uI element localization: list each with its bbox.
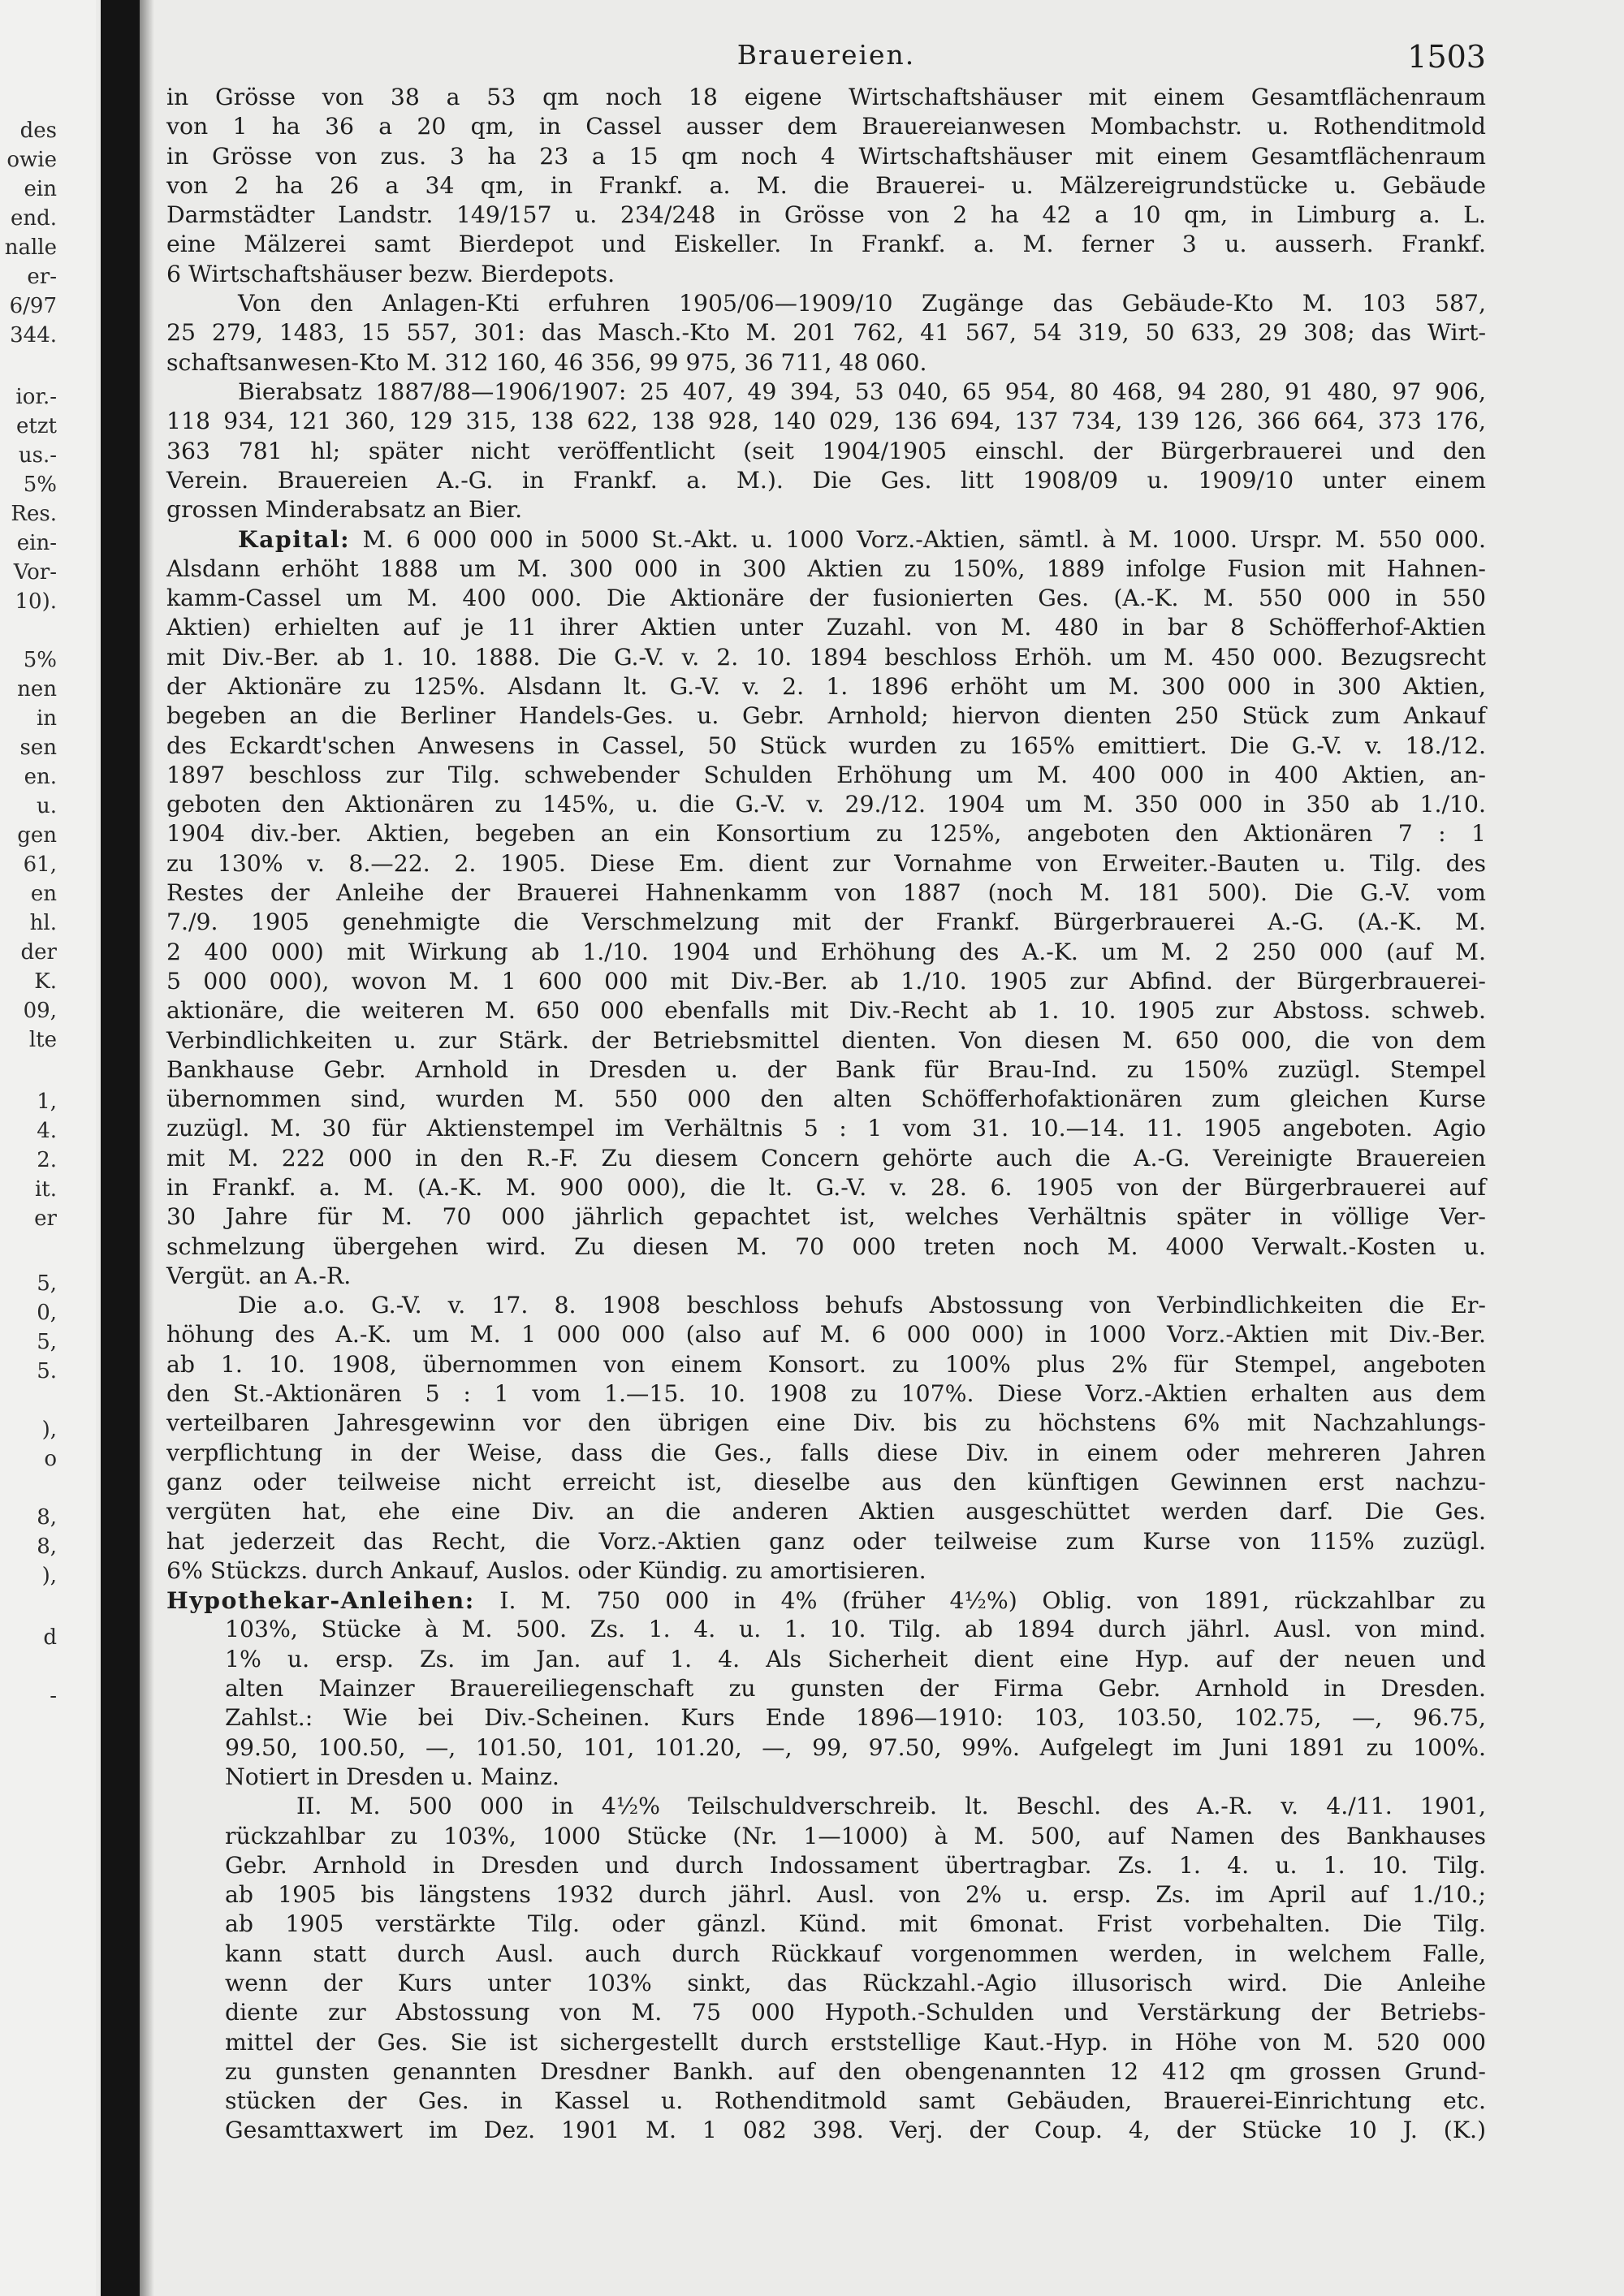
text-line: 2 400 000) mit Wirkung ab 1./10. 1904 und Erhöhung des A.-K. um M. 2 250 000 (auf M. (166, 938, 1486, 965)
margin-fragment: us.- (18, 443, 57, 468)
margin-fragment: 8, (37, 1534, 57, 1559)
margin-fragment: K. (34, 969, 57, 994)
text-line: 103%, Stücke à M. 500. Zs. 1. 4. u. 1. 10. Tilg. ab 1894 durch jährl. Ausl. von mind. (225, 1616, 1486, 1643)
running-header (166, 39, 1486, 83)
text-line: Bierabsatz 1887/88—1906/1907: 25 407, 49 394, 53 040, 65 954, 80 468, 94 280, 91 480, 97 906, (238, 378, 1486, 405)
text-line: 5 000 000), wovon M. 1 600 000 mit Div.-Ber. ab 1./10. 1905 zur Abfind. der Bürgerbrauerei- (166, 967, 1486, 995)
text-line: vergüten hat, ehe eine Div. an die anderen Aktien ausgeschüttet werden darf. Die Ges. (166, 1498, 1486, 1526)
text-line: 99.50, 100.50, —, 101.50, 101, 101.20, —, 99, 97.50, 99%. Aufgelegt im Juni 1891 zu 100%. (225, 1733, 1486, 1761)
margin-fragment: 09, (23, 999, 57, 1023)
margin-fragment: 8, (37, 1505, 57, 1530)
text-line: schmelzung übergehen wird. Zu diesen M. 70 000 treten noch M. 4000 Verwalt.-Kosten u. (166, 1232, 1486, 1260)
text-line: II. M. 500 000 in 4½% Teilschuldverschreib. lt. Beschl. des A.-R. v. 4./11. 1901, (296, 1793, 1486, 1820)
margin-fragment: der (20, 940, 57, 965)
margin-fragment: o (44, 1447, 57, 1471)
text-line: alten Mainzer Brauereiliegenschaft zu gunsten der Firma Gebr. Arnhold in Dresden. (225, 1675, 1486, 1703)
text-line: 30 Jahre für M. 70 000 jährlich gepachtet ist, welches Verhältnis später in völlige Ver- (166, 1203, 1486, 1231)
running-title: Brauereien. (736, 39, 916, 71)
margin-fragment: 5, (37, 1271, 57, 1296)
text-run: I. M. 750 000 in 4% (früher 4½%) Oblig. von 1891, rückzahlbar zu (474, 1587, 1486, 1615)
text-line: 7./9. 1905 genehmigte die Verschmelzung mit der Frankf. Bürgerbrauerei A.-G. (A.-K. M. (166, 908, 1486, 936)
margin-fragment: 344. (10, 323, 57, 347)
text-line: der Aktionäre zu 125%. Alsdann lt. G.-V. v. 2. 1. 1896 erhöht um M. 300 000 in 300 Aktien, (166, 672, 1486, 700)
text-line: aktionäre, die weiteren M. 650 000 ebenfalls mit Div.-Recht ab 1. 10. 1905 zur Abstoss. schweb. (166, 997, 1486, 1025)
margin-fragment: d (43, 1625, 57, 1650)
text-line: stücken der Ges. in Kassel u. Rothenditmold samt Gebäuden, Brauerei-Einrichtung etc. (225, 2087, 1486, 2115)
text-line: 6 Wirtschaftshäuser bezw. Bierdepots. (166, 260, 615, 287)
text-line (166, 1586, 1486, 1615)
text-line: Notiert in Dresden u. Mainz. (225, 1763, 559, 1790)
margin-fragment: end. (10, 206, 57, 231)
margin-fragment: Res. (11, 502, 57, 526)
text-line: geboten den Aktionären zu 145%, u. die G.-V. v. 29./12. 1904 um M. 350 000 in 350 ab 1./10. (166, 791, 1486, 818)
text-line: 363 781 hl; später nicht veröffentlicht (seit 1904/1905 einschl. der Bürgerbrauerei und den (166, 437, 1486, 464)
margin-fragment: 5% (23, 648, 57, 672)
margin-fragment: owie (6, 148, 57, 172)
text-line: Alsdann erhöht 1888 um M. 300 000 in 300 Aktien zu 150%, 1889 infolge Fusion mit Hahnen- (166, 555, 1486, 582)
text-line: von 2 ha 26 a 34 qm, in Frankf. a. M. die Brauerei- u. Mälzereigrundstücke u. Gebäude (166, 171, 1486, 199)
margin-fragment: 0, (37, 1301, 57, 1325)
margin-fragment: - (50, 1684, 57, 1708)
text-line: Verbindlichkeiten u. zur Stärk. der Betriebsmittel dienten. Von diesen M. 650 000, die von dem (166, 1026, 1486, 1054)
margin-fragment: 2. (37, 1148, 57, 1172)
text-line: Restes der Anleihe der Brauerei Hahnenkamm von 1887 (noch M. 181 500). Die G.-V. vom (166, 879, 1486, 907)
text-column (166, 83, 1486, 2146)
text-line: ab 1905 verstärkte Tilg. oder gänzl. Künd. mit 6monat. Frist vorbehalten. Die Tilg. (225, 1910, 1486, 1938)
page-number: 1503 (1407, 39, 1486, 75)
margin-fragment: er (34, 1206, 57, 1231)
text-line: des Eckardt'schen Anwesens in Cassel, 50 Stück wurden zu 165% emittiert. Die G.-V. v. 18./12. (166, 732, 1486, 759)
margin-fragment: u. (36, 794, 57, 818)
text-line: diente zur Abstossung von M. 75 000 Hypoth.-Schulden und Verstärkung der Betriebs- (225, 1999, 1486, 2026)
text-line: Von den Anlagen-Kti erfuhren 1905/06—1909/10 Zugänge das Gebäude-Kto M. 103 587, (238, 290, 1486, 317)
text-line: mittel der Ges. Sie ist sichergestellt durch erststellige Kaut.-Hyp. in Höhe von M. 520 000 (225, 2028, 1486, 2056)
margin-fragment: lte (28, 1028, 57, 1052)
gutter-shadow (140, 0, 154, 2296)
text-line: Verein. Brauereien A.-G. in Frankf. a. M.). Die Ges. litt 1908/09 u. 1909/10 unter einem (166, 466, 1486, 494)
paragraph (166, 1792, 1486, 2146)
text-line (166, 524, 1486, 554)
section-keyword: Hypothekar-Anleihen: (166, 1586, 475, 1615)
margin-fragment: ), (41, 1564, 57, 1588)
margin-fragment: nalle (4, 235, 57, 260)
text-run: M. 6 000 000 in 5000 St.-Akt. u. 1000 Vorz.-Aktien, sämtl. à M. 1000. Urspr. M. 550 000. (350, 526, 1486, 554)
text-line: schaftsanwesen-Kto M. 312 160, 46 356, 99 975, 36 711, 48 060. (166, 348, 927, 376)
paragraph (166, 1586, 1486, 1792)
margin-fragment: er- (27, 265, 57, 289)
text-line: 118 934, 121 360, 129 315, 138 622, 138 928, 140 029, 136 694, 137 734, 139 126, 366 664, 373 176, (166, 408, 1486, 435)
margin-fragment: sen (19, 736, 57, 760)
text-line: in Frankf. a. M. (A.-K. M. 900 000), die lt. G.-V. v. 28. 6. 1905 von der Bürgerbrauerei auf (166, 1173, 1486, 1201)
margin-fragment: 4. (37, 1119, 57, 1143)
text-line: Gebr. Arnhold in Dresden und durch Indossament übertragbar. Zs. 1. 4. u. 1. 10. Tilg. (225, 1851, 1486, 1879)
margin-fragment: des (19, 119, 57, 143)
margin-fragment: it. (34, 1177, 57, 1202)
margin-fragment: 6/97 (9, 294, 57, 318)
paragraph (166, 524, 1486, 1291)
text-line: in Grösse von zus. 3 ha 23 a 15 qm noch 4 Wirtschaftshäuser mit einem Gesamtflächenraum (166, 142, 1486, 170)
text-line: begeben an die Berliner Handels-Ges. u. Gebr. Arnhold; hiervon dienten 250 Stück zum Ankauf (166, 702, 1486, 730)
text-line: ab 1905 bis längstens 1932 durch jährl. Ausl. von 2% u. ersp. Zs. im April auf 1./10.; (225, 1881, 1486, 1909)
paragraph (166, 289, 1486, 378)
text-line: höhung des A.-K. um M. 1 000 000 (also auf M. 6 000 000) in 1000 Vorz.-Aktien mit Div.-Ber. (166, 1321, 1486, 1349)
margin-fragment: 5. (37, 1359, 57, 1383)
margin-fragment: 61, (23, 852, 57, 877)
text-line: übernommen sind, wurden M. 550 000 den alten Schöfferhofaktionären zum gleichen Kurse (166, 1085, 1486, 1113)
margin-fragment: 5% (23, 473, 57, 497)
margin-fragment: 1, (37, 1090, 57, 1114)
margin-fragment: gen (17, 823, 57, 848)
margin-fragment: en. (24, 765, 57, 789)
text-line: 6% Stückzs. durch Ankauf, Auslos. oder Kündig. zu amortisieren. (166, 1556, 926, 1584)
margin-fragment: en (30, 882, 57, 906)
paragraph (166, 1291, 1486, 1586)
text-line: verteilbaren Jahresgewinn vor den übrigen eine Div. bis zu höchstens 6% mit Nachzahlungs- (166, 1409, 1486, 1437)
text-line: zu gunsten genannten Dresdner Bankh. auf den obengenannten 12 412 qm grossen Grund- (225, 2057, 1486, 2085)
text-line: 25 279, 1483, 15 557, 301: das Masch.-Kto M. 201 762, 41 567, 54 319, 50 633, 29 308; das Wirt- (166, 319, 1486, 347)
text-line: kann statt durch Ausl. auch durch Rückkauf vorgenommen werden, in welchem Falle, (225, 1940, 1486, 1967)
margin-fragment: etzt (16, 414, 57, 438)
margin-fragment: nen (17, 677, 57, 701)
text-line: wenn der Kurs unter 103% sinkt, das Rückzahl.-Agio illusorisch wird. Die Anleihe (225, 1970, 1486, 1996)
text-line: verpflichtung in der Weise, dass die Ges., falls diese Div. in einem oder mehreren Jahren (166, 1439, 1486, 1466)
text-line: mit Div.-Ber. ab 1. 10. 1888. Die G.-V. v. 2. 10. 1894 beschloss Erhöh. um M. 450 000. Bezugsrecht (166, 643, 1486, 671)
margin-fragment: 10). (15, 589, 57, 614)
text-line: kamm-Cassel um M. 400 000. Die Aktionäre der fusionierten Ges. (A.-K. M. 550 000 in 550 (166, 585, 1486, 612)
text-line: Die a.o. G.-V. v. 17. 8. 1908 beschloss behufs Abstossung von Verbindlichkeiten die Er- (238, 1292, 1486, 1319)
margin-fragment: ein- (16, 531, 57, 555)
section-keyword: Kapital: (238, 525, 351, 554)
text-line: in Grösse von 38 a 53 qm noch 18 eigene Wirtschaftshäuser mit einem Gesamtflächenraum (166, 84, 1486, 110)
text-line: 1904 div.-ber. Aktien, begeben an ein Konsortium zu 125%, angeboten den Aktionären 7 : 1 (166, 820, 1486, 848)
text-line: Darmstädter Landstr. 149/157 u. 234/248 in Grösse von 2 ha 42 a 10 qm, in Limburg a. L. (166, 201, 1486, 229)
text-line: grossen Minderabsatz an Bier. (166, 496, 523, 524)
paragraph (166, 83, 1486, 289)
text-line: rückzahlbar zu 103%, 1000 Stücke (Nr. 1—1000) à M. 500, auf Namen des Bankhauses (225, 1822, 1486, 1849)
text-line: 1897 beschloss zur Tilg. schwebender Schulden Erhöhung um M. 400 000 in 400 Aktien, an- (166, 761, 1486, 788)
text-line: hat jederzeit das Recht, die Vorz.-Aktien ganz oder teilweise zum Kurse von 115% zuzügl. (166, 1527, 1486, 1555)
text-line: den St.-Aktionären 5 : 1 vom 1.—15. 10. 1908 zu 107%. Diese Vorz.-Aktien erhalten aus dem (166, 1380, 1486, 1408)
text-line: Vergüt. an A.-R. (166, 1262, 352, 1289)
text-line: mit M. 222 000 in den R.-F. Zu diesem Concern gehörte auch die A.-G. Vereinigte Brauereien (166, 1144, 1486, 1172)
margin-fragment: ein (24, 177, 57, 201)
text-line: Aktien) erhielten auf je 11 ihrer Aktien unter Zuzahl. von M. 480 in bar 8 Schöfferhof-Aktien (166, 614, 1486, 641)
text-line: 1% u. ersp. Zs. im Jan. auf 1. 4. Als Sicherheit dient eine Hyp. auf der neuen und (225, 1645, 1486, 1672)
text-line: zu 130% v. 8.—22. 2. 1905. Diese Em. dient zur Vornahme von Erweiter.-Bauten u. Tilg. des (166, 849, 1486, 877)
margin-fragment: 5, (37, 1330, 57, 1354)
text-line: ganz oder teilweise nicht erreicht ist, dieselbe aus den künftigen Gewinnen erst nachzu- (166, 1468, 1486, 1495)
text-line: Zahlst.: Wie bei Div.-Scheinen. Kurs Ende 1896—1910: 103, 103.50, 102.75, —, 96.75, (225, 1704, 1486, 1732)
paragraph (166, 378, 1486, 524)
text-line: zuzügl. M. 30 für Aktienstempel im Verhältnis 5 : 1 vom 31. 10.—14. 11. 1905 angeboten. Agio (166, 1115, 1486, 1142)
text-line: Bankhause Gebr. Arnhold in Dresden u. der Bank für Brau-Ind. zu 150% zuzügl. Stempel (166, 1055, 1486, 1083)
adjacent-page-margin (0, 0, 96, 2296)
text-line: Gesamttaxwert im Dez. 1901 M. 1 082 398. Verj. der Coup. 4, der Stücke 10 J. (K.) (225, 2117, 1486, 2144)
binding-gutter (101, 0, 140, 2296)
margin-fragment: ior.- (15, 385, 57, 409)
text-line: von 1 ha 36 a 20 qm, in Cassel ausser dem Brauereianwesen Mombachstr. u. Rothenditmold (166, 113, 1486, 140)
margin-fragment: ), (41, 1418, 57, 1442)
margin-fragment: in (36, 706, 57, 731)
text-line: eine Mälzerei samt Bierdepot und Eiskeller. In Frankf. a. M. ferner 3 u. ausserh. Frankf. (166, 231, 1486, 258)
page-body (166, 39, 1486, 2146)
margin-fragment: hl. (29, 911, 57, 935)
text-line: ab 1. 10. 1908, übernommen von einem Konsort. zu 100% plus 2% für Stempel, angeboten (166, 1350, 1486, 1378)
margin-fragment: Vor- (13, 560, 57, 585)
